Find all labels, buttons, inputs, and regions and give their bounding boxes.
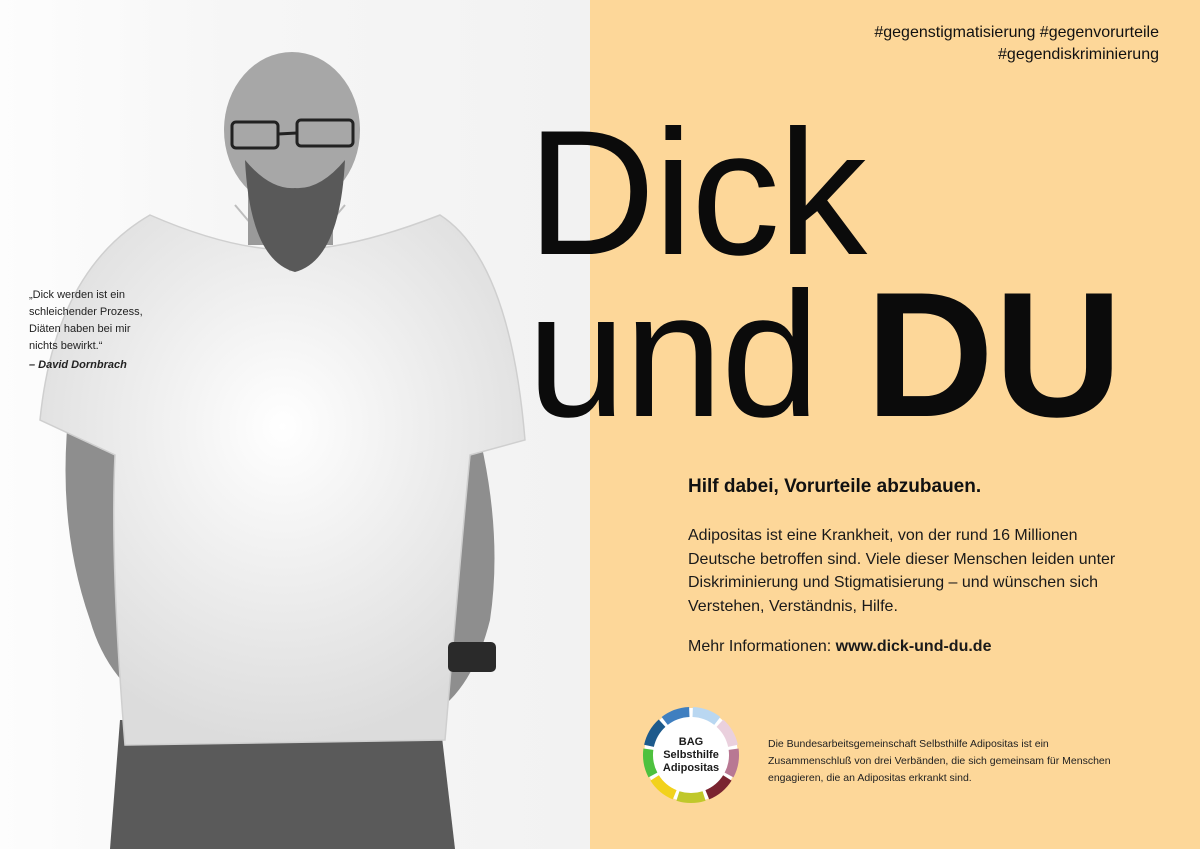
website-link[interactable]: www.dick-und-du.de	[835, 638, 992, 655]
logo-line: BAG	[678, 736, 704, 748]
portrait-photo	[0, 0, 590, 849]
body-line: Verstehen, Verständnis, Hilfe.	[688, 597, 898, 615]
body-line: Deutsche betroffen sind. Viele dieser Menschen leiden unter	[688, 550, 1116, 568]
headline-word-du: DU	[865, 255, 1123, 454]
headline-line-1: Dick	[527, 93, 866, 292]
logo-line: Adipositas	[662, 762, 720, 774]
body-line: Diskriminierung und Stigmatisierung – und wünschen sich	[688, 574, 1098, 591]
quote-line: Diäten haben bei mir	[29, 323, 131, 335]
hashtags	[874, 22, 1159, 66]
body-line: Adipositas ist eine Krankheit, von der rund 16 Millionen	[688, 527, 1078, 544]
footnote-line: Zusammenschluß von drei Verbänden, die sich gemeinsam für Menschen	[768, 755, 1111, 767]
headline-word-und: und	[527, 255, 818, 454]
quote-line: „Dick werden ist ein	[29, 289, 125, 301]
logo-line: Selbsthilfe	[663, 749, 719, 761]
headline	[527, 93, 1123, 454]
body-text	[688, 524, 1148, 618]
footnote	[768, 736, 1138, 787]
hashtag-line: #gegenstigmatisierung #gegenvorurteile	[874, 24, 1159, 41]
quote-author: – David Dornbrach	[29, 359, 127, 371]
quote-block	[29, 287, 154, 374]
quote-line: nichts bewirkt.“	[29, 340, 103, 352]
more-info	[688, 638, 991, 656]
logo-text	[642, 736, 740, 775]
man-portrait-image	[0, 0, 590, 849]
quote-line: schleichender Prozess,	[29, 306, 143, 318]
footnote-line: engagieren, die an Adipositas erkrankt sind.	[768, 772, 972, 784]
subheading: Hilf dabei, Vorurteile abzubauen.	[688, 476, 982, 497]
headline-line-2	[527, 255, 1123, 454]
logo-ring-segment	[678, 796, 704, 798]
hashtag-line: #gegendiskriminierung	[998, 46, 1159, 63]
more-info-label: Mehr Informationen:	[688, 638, 836, 655]
footnote-line: Die Bundesarbeitsgemeinschaft Selbsthilfe Adipositas ist ein	[768, 738, 1049, 750]
